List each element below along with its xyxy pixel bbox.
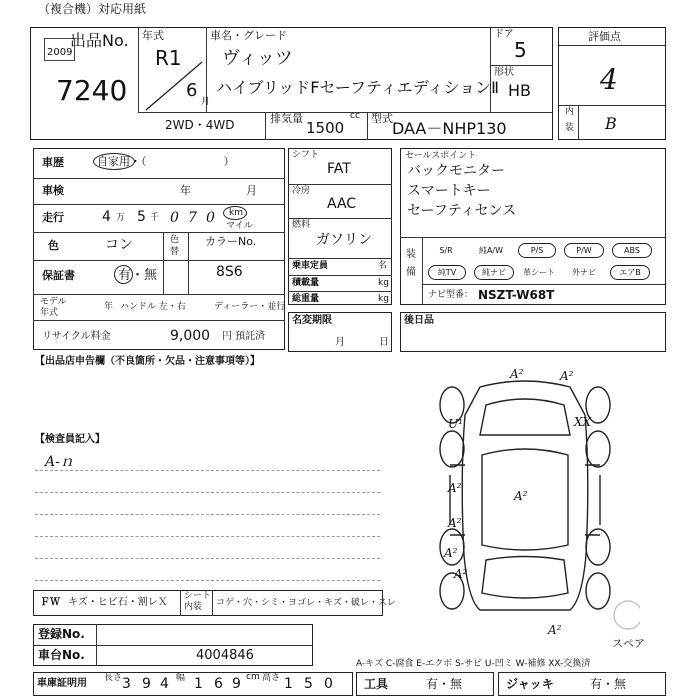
fw-seat-bottom: 内装 bbox=[184, 602, 203, 612]
equip-navi: 純ナビ bbox=[474, 265, 514, 280]
cert-len-0: 3 bbox=[122, 676, 131, 692]
equip-sr: S/R bbox=[439, 246, 453, 255]
tools-value: 有・無 bbox=[426, 677, 463, 691]
mileage-u2: 千 bbox=[150, 213, 160, 223]
model-label: 車名・グレード bbox=[210, 29, 287, 42]
chassis-type-value: DAA－NHP130 bbox=[392, 119, 507, 138]
fw-text2: コゲ・穴・シミ・ヨゴレ・キズ・破レ・スレ bbox=[216, 598, 396, 608]
interior-value: B bbox=[605, 114, 617, 133]
model-year-handle: ハンドル 左・右 bbox=[120, 302, 186, 312]
mileage-d3: 0 bbox=[170, 210, 179, 226]
doors-value: 5 bbox=[514, 38, 527, 62]
displacement-value: 1500 bbox=[306, 119, 345, 137]
cert-width-1: 6 bbox=[214, 676, 223, 692]
lot-stamp: 2009 bbox=[44, 38, 75, 61]
cert-height-label: 高さ bbox=[262, 673, 281, 683]
equip-abs: ABS bbox=[612, 243, 652, 258]
form-title: （複合機）対応用紙 bbox=[38, 2, 147, 16]
cert-height-2: 0 bbox=[324, 676, 333, 692]
recycle-label: リサイクル料金 bbox=[42, 331, 111, 342]
equip-ps: P/S bbox=[518, 243, 556, 258]
dmg-mark-1: A² bbox=[560, 369, 574, 383]
load-label: 積載量 bbox=[292, 278, 320, 288]
color-code: 8S6 bbox=[216, 264, 243, 280]
doors-label: ドア bbox=[494, 29, 514, 40]
sales-line-1: スマートキー bbox=[407, 183, 491, 199]
cert-len-2: 4 bbox=[160, 676, 169, 692]
registration-label: 登録No. bbox=[38, 627, 85, 641]
later-box bbox=[400, 312, 666, 352]
cert-label: 車庫証明用 bbox=[37, 678, 87, 689]
year-month: 6 bbox=[186, 80, 198, 101]
equip-alloy: 純A/W bbox=[478, 246, 504, 255]
weight-unit: kg bbox=[378, 294, 389, 304]
color-label: 色 bbox=[48, 239, 59, 252]
fuel-label: 燃料 bbox=[292, 220, 311, 230]
cert-width-label: 幅 bbox=[176, 673, 186, 683]
capacity-unit: 名 bbox=[378, 261, 388, 271]
color-change-top: 色 bbox=[170, 235, 180, 245]
color-change-bottom: 替 bbox=[170, 247, 180, 257]
chassis-type-label: 型式 bbox=[371, 112, 393, 125]
cert-len-1: 9 bbox=[142, 676, 151, 692]
cert-height-1: 5 bbox=[304, 676, 313, 692]
jack-label: ジャッキ bbox=[506, 677, 554, 691]
inspection-label: 車検 bbox=[42, 184, 64, 197]
later-label: 後日品 bbox=[404, 315, 434, 326]
cert-len-label: 長さ bbox=[104, 673, 123, 683]
jack-value: 有・無 bbox=[590, 677, 627, 691]
cert-cm-1: cm bbox=[246, 672, 260, 682]
dmg-mark-4: A² bbox=[448, 481, 462, 495]
navi-label: ナビ型番： bbox=[428, 290, 474, 300]
model-year-top: モデル bbox=[40, 297, 67, 307]
navi-model: NSZT-W68T bbox=[478, 288, 555, 302]
year-era: R1 bbox=[155, 46, 182, 70]
inspector-note: A-ｎ bbox=[45, 454, 74, 470]
warranty-label: 保証書 bbox=[42, 269, 75, 282]
sales-line-0: バックモニター bbox=[407, 163, 505, 179]
model-year-dealer: ディーラー・並行 bbox=[214, 302, 286, 312]
equip-label-1: 装 bbox=[406, 249, 416, 260]
history-value: 自家用・（ ） bbox=[97, 155, 235, 168]
model-year-bottom: 年式 bbox=[40, 308, 59, 318]
sales-line-2: セーフティセンス bbox=[407, 203, 517, 219]
expiry-month: 月 bbox=[335, 337, 345, 348]
frame-value: 4004846 bbox=[196, 648, 254, 663]
mileage-d2: 5 bbox=[137, 209, 146, 225]
dmg-mark-2: U¹ bbox=[448, 417, 463, 431]
model-year-unit: 年 bbox=[104, 302, 114, 312]
recycle-value: 9,000 bbox=[170, 328, 211, 344]
load-unit: kg bbox=[378, 278, 389, 288]
dmg-mark-3: XX bbox=[574, 415, 592, 429]
sales-label: セールスポイント bbox=[405, 151, 477, 161]
cert-width-2: 9 bbox=[232, 676, 241, 692]
grade-label: 評価点 bbox=[588, 30, 621, 43]
dmg-mark-9: A² bbox=[548, 623, 562, 637]
fw-label: ＦＷ bbox=[40, 597, 60, 608]
mileage-d5: 0 bbox=[206, 210, 215, 226]
frame-label: 車台No. bbox=[38, 648, 85, 662]
ac-value: AAC bbox=[327, 196, 357, 212]
body-type-value: HB bbox=[508, 81, 532, 100]
dmg-mark-6: A² bbox=[448, 516, 462, 530]
recycle-suffix: 円 預託済 bbox=[222, 331, 266, 342]
body-type-label: 形状 bbox=[494, 67, 514, 78]
inspection-year-unit: 年 bbox=[180, 184, 191, 197]
cert-height-0: 1 bbox=[284, 676, 293, 692]
fw-text: キズ・ヒビ石・割レＸ bbox=[68, 597, 168, 608]
fw-seat-top: シート bbox=[184, 591, 212, 601]
inspection-month-unit: 月 bbox=[246, 184, 257, 197]
shift-label: シフト bbox=[292, 150, 320, 160]
fuel-value: ガソリン bbox=[316, 232, 372, 248]
inspector-label: 【検査員記入】 bbox=[35, 434, 105, 445]
seller-notes-label: 【出品店申告欄（不良箇所・欠品・注意事項等）】 bbox=[35, 356, 260, 367]
tools-label: 工具 bbox=[364, 677, 389, 691]
equip-leather: 革シート bbox=[523, 268, 555, 277]
drive-label: 2WD・4WD bbox=[165, 118, 235, 132]
expiry-day: 日 bbox=[379, 337, 389, 348]
dmg-mark-8: A² bbox=[454, 567, 468, 581]
ac-label: 冷房 bbox=[292, 186, 311, 196]
shift-value: FAT bbox=[327, 161, 351, 177]
model-grade: ハイブリッドFセーフティエディションⅡ bbox=[216, 78, 499, 97]
grade-value: 4 bbox=[600, 63, 618, 96]
mileage-d4: 7 bbox=[188, 210, 197, 226]
color-value: コン bbox=[105, 237, 133, 253]
displacement-unit: cc bbox=[350, 111, 360, 121]
mileage-mile: マイル bbox=[226, 221, 253, 231]
equip-extnavi: 外ナビ bbox=[572, 268, 596, 277]
equip-tv: 純TV bbox=[428, 265, 466, 280]
mileage-u1: 万 bbox=[116, 213, 126, 223]
equip-pw: P/W bbox=[564, 243, 604, 258]
expiry-label: 名変期限 bbox=[292, 315, 332, 326]
mileage-label: 走行 bbox=[42, 211, 64, 224]
dmg-mark-0: A² bbox=[510, 367, 524, 381]
lot-number: 7240 bbox=[56, 74, 128, 107]
color-code-label: カラーNo. bbox=[205, 235, 257, 248]
legend-text: A-キズ C-腐食 E-エクボ S-サビ U-凹ミ W-補修 XX-交換済 bbox=[356, 659, 591, 669]
model-name: ヴィッツ bbox=[222, 48, 293, 69]
interior-label-top: 内 bbox=[565, 107, 575, 117]
year-label: 年式 bbox=[142, 29, 164, 42]
lot-label: 出品No. bbox=[70, 31, 129, 50]
cert-width-0: 1 bbox=[194, 676, 203, 692]
dmg-mark-5: A² bbox=[514, 489, 528, 503]
year-month-unit: 月 bbox=[201, 97, 211, 107]
interior-label-bottom: 装 bbox=[565, 123, 575, 133]
spare-label: スペア bbox=[612, 637, 645, 650]
equip-label-2: 備 bbox=[406, 267, 416, 278]
weight-label: 総重量 bbox=[292, 294, 320, 304]
warranty-value: 有・無 bbox=[118, 268, 158, 283]
equip-airbag: エアB bbox=[610, 265, 650, 280]
history-label: 車歴 bbox=[42, 156, 64, 169]
dmg-mark-7: A² bbox=[444, 546, 458, 560]
mileage-d1: 4 bbox=[102, 209, 111, 225]
mileage-km: km bbox=[229, 208, 243, 218]
capacity-label: 乗車定員 bbox=[292, 261, 329, 271]
displacement-label: 排気量 bbox=[270, 112, 303, 125]
